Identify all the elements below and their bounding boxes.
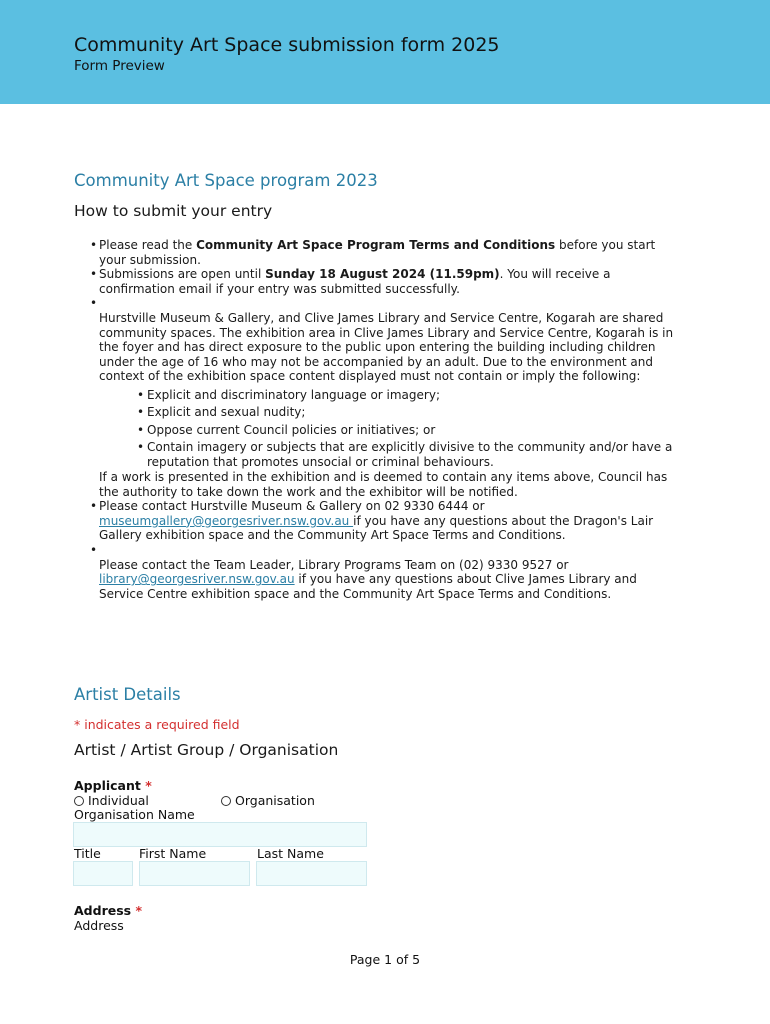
last-name-input[interactable] [256, 861, 367, 886]
bullet-text: Please read the [99, 238, 197, 252]
title-input[interactable] [73, 861, 133, 886]
program-title: Community Art Space program 2023 [74, 171, 378, 190]
first-name-input[interactable] [139, 861, 250, 886]
form-subtitle: Form Preview [74, 58, 165, 74]
form-title: Community Art Space submission form 2025 [74, 34, 500, 56]
org-name-input[interactable] [73, 822, 367, 847]
bullet-text: before you start your submission. [99, 238, 656, 267]
first-name-label: First Name [139, 846, 207, 861]
artist-group-heading: Artist / Artist Group / Organisation [74, 741, 339, 759]
terms-bold: Community Art Space Program Terms and Conditions [196, 238, 556, 252]
restrictions-list [137, 388, 677, 469]
list-item: • Contain imagery or subjects that are explicitly divisive to the community and/or have a reputation that promotes unsocial or criminal behaviours. [137, 440, 677, 469]
page-number: Page 1 of 5 [349, 952, 421, 967]
bullet-text: . You will receive a confirmation email if your entry was submitted successfully. [99, 267, 611, 296]
bullet-text: Submissions are open until [99, 267, 266, 282]
list-item [92, 296, 682, 499]
applicant-label-text: Applicant [74, 778, 141, 793]
bullet-text: Please contact the Team Leader, Library Programs Team on (02) 9330 9527 or [99, 557, 569, 572]
radio-circle-icon[interactable] [74, 796, 84, 806]
applicant-label [74, 778, 152, 793]
bullet-text: If a work is presented in the exhibition and is deemed to contain any items above, Council has the authority to take down the work and the exhibitor will be notified. [99, 470, 668, 499]
bullet-text: if you have any questions about the Dragon's Lair Gallery exhibition space and the Community Art Space Terms and Conditions. [99, 513, 654, 543]
required-star: * [145, 778, 152, 793]
radio-label: Organisation [235, 793, 315, 808]
org-name-label: Organisation Name [74, 807, 195, 822]
radio-organisation[interactable] [221, 793, 315, 808]
how-to-heading: How to submit your entry [74, 202, 273, 220]
radio-circle-icon[interactable] [221, 796, 231, 806]
deadline-bold: Sunday 18 August 2024 (11.59pm) [265, 267, 500, 282]
list-item [92, 499, 682, 543]
bullet-text: • Hurstville Museum & Gallery, and Clive James Library and Service Centre, Kogarah are shared community spaces. The exhibition area in Clive James Library and Service Centre, Kogarah is in the foyer and has direct exposure to the public upon entering the building including children under the age of 16 who may not be accompanied by an adult. Due to the environment and context of the exhibition space content displayed must not contain or imply the following: [99, 310, 674, 384]
list-item: • Explicit and discriminatory language or imagery; [137, 388, 677, 403]
artist-details-title: Artist Details [74, 685, 181, 704]
list-item: • Oppose current Council policies or initiatives; or [137, 423, 677, 438]
list-item [92, 267, 682, 296]
header-banner [0, 0, 770, 104]
list-item: • Explicit and sexual nudity; [137, 405, 677, 420]
address-label [74, 903, 142, 918]
radio-label: Individual [88, 793, 149, 808]
bullet-text: if you have any questions about Clive James Library and Service Centre exhibition space and the Community Art Space Terms and Conditions. [99, 572, 637, 601]
required-star: * [135, 903, 142, 918]
radio-individual[interactable] [74, 793, 149, 808]
museum-email-link[interactable]: museumgallery@georgesriver.nsw.gov.au [99, 513, 354, 528]
instructions-list [92, 238, 682, 601]
address-sub-label: Address [74, 918, 124, 933]
list-item [92, 238, 682, 267]
library-email-link[interactable]: library@georgesriver.nsw.gov.au [99, 572, 295, 587]
bullet-text: Please contact Hurstville Museum & Gallery on 02 9330 6444 or [99, 499, 485, 514]
required-note: * indicates a required field [74, 717, 240, 732]
last-name-label: Last Name [257, 846, 324, 861]
title-label: Title [74, 846, 101, 861]
list-item [92, 543, 682, 601]
address-label-text: Address [74, 903, 132, 918]
